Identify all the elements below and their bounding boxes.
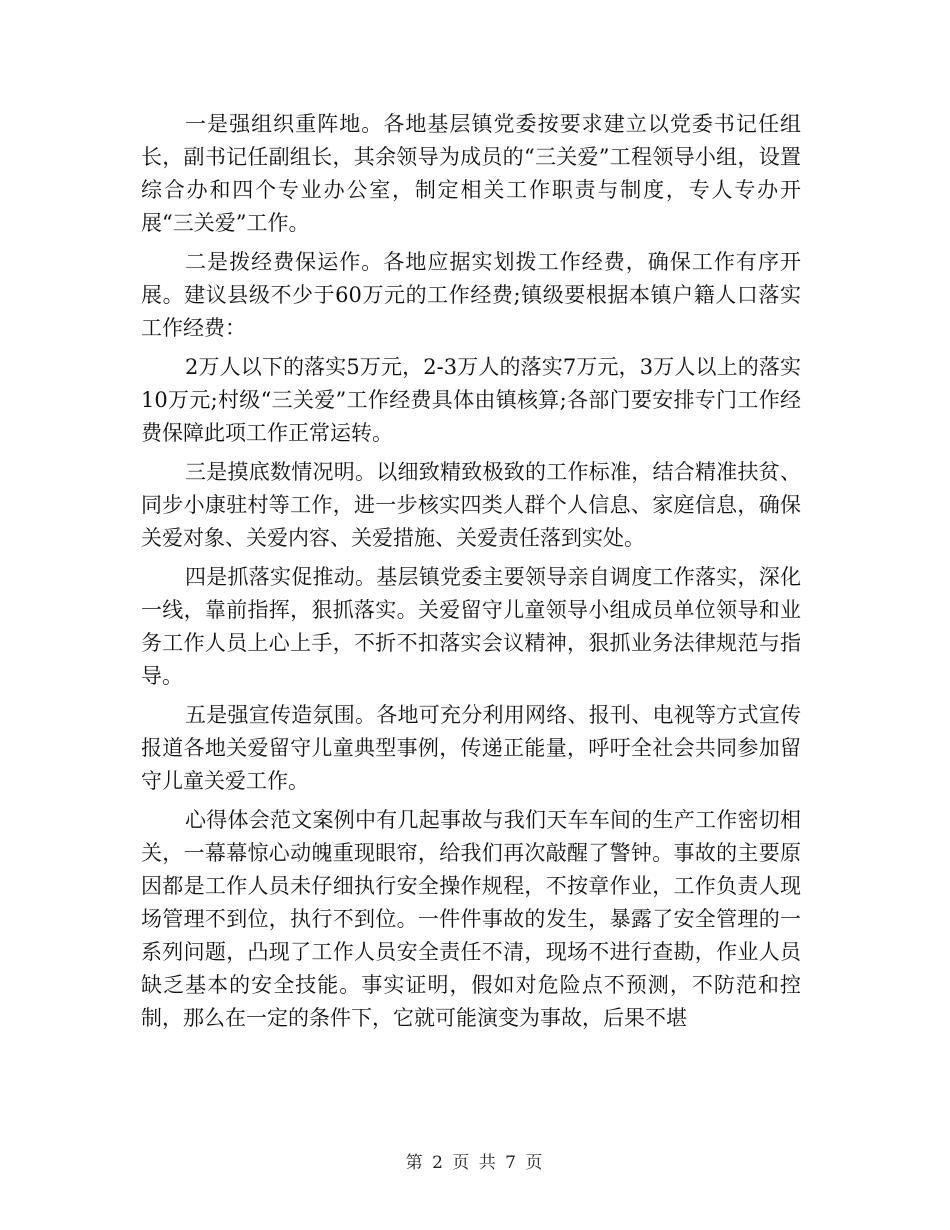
page-footer: 第 2 页 共 7 页 bbox=[405, 1153, 545, 1173]
paragraph-7: 心得体会范文案例中有几起事故与我们天车车间的生产工作密切相关，一幕幕惊心动魄重现眼帘，给我们再次敲醒了警钟。事故的主要原因都是工作人员未仔细执行安全操作规程，不按章作业，工作负责人现场管理不到位，执行不到位。一件件事故的发生，暴露了安全管理的一系列问题，凸现了工作人员安全责任不清，现场不进行查勘，作业人员缺乏基本的安全技能。事实证明，假如对危险点不预测，不防范和控制，那么在一定的条件下，它就可能演变为事故，后果不堪 bbox=[141, 808, 801, 1030]
paragraph-1: 一是强组织重阵地。各地基层镇党委按要求建立以党委书记任组长，副书记任副组长，其余领导为成员的“三关爱”工程领导小组，设置综合办和四个专业办公室，制定相关工作职责与制度，专人专办开展“三关爱”工作。 bbox=[141, 112, 801, 235]
document-body bbox=[141, 108, 801, 1035]
paragraph-2: 二是拨经费保运作。各地应据实划拨工作经费，确保工作有序开展。建议县级不少于60万元的工作经费;镇级要根据本镇户籍人口落实工作经费： bbox=[141, 250, 801, 340]
paragraph-5: 四是抓落实促推动。基层镇党委主要领导亲自调度工作落实，深化一线，靠前指挥，狠抓落实。关爱留守儿童领导小组成员单位领导和业务工作人员上心上手，不折不扣落实会议精神，狠抓业务法律规范与指导。 bbox=[141, 565, 801, 688]
paragraph-4: 三是摸底数情况明。以细致精致极致的工作标准，结合精准扶贫、同步小康驻村等工作，进一步核实四类人群个人信息、家庭信息，确保关爱对象、关爱内容、关爱措施、关爱责任落到实处。 bbox=[141, 460, 801, 550]
paragraph-3: 2万人以下的落实5万元，2-3万人的落实7万元，3万人以上的落实10万元;村级“三关爱”工作经费具体由镇核算;各部门要安排专门工作经费保障此项工作正常运转。 bbox=[141, 355, 801, 445]
paragraph-6: 五是强宣传造氛围。各地可充分利用网络、报刊、电视等方式宣传报道各地关爱留守儿童典型事例，传递正能量，呼吁全社会共同参加留守儿童关爱工作。 bbox=[141, 703, 801, 793]
